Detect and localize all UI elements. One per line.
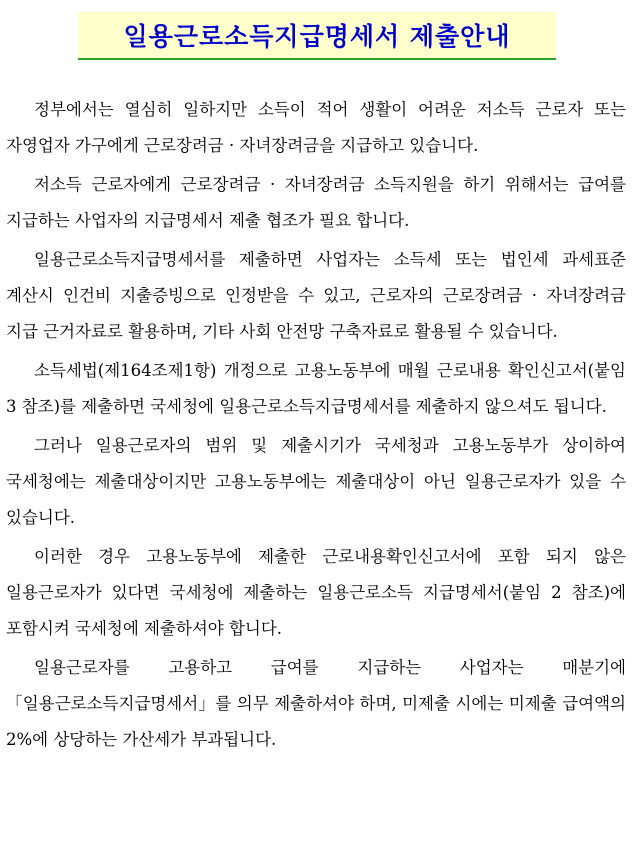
paragraph-2: 저소득 근로자에게 근로장려금 · 자녀장려금 소득지원을 하기 위해서는 급여를 지급하는 사업자의 지급명세서 제출 협조가 필요 합니다. — [6, 175, 626, 230]
paragraph-4: 소득세법(제164조제1항) 개정으로 고용노동부에 매월 근로내용 확인신고서(붙임 3 참조)를 제출하면 국세청에 일용근로소득지급명세서를 제출하지 않으셔도 됩니다. — [6, 361, 626, 416]
page-title: 일용근로소득지급명세서 제출안내 — [123, 22, 511, 51]
paragraph-3: 일용근로소득지급명세서를 제출하면 사업자는 소득세 또는 법인세 과세표준 계산시 인건비 지출증빙으로 인정받을 수 있고, 근로자의 근로장려금 · 자녀장려금 지급 근거자료로 활용하며, 기타 사회 안전망 구축자료로 활용될 수 있습니다. — [6, 250, 626, 341]
document-body — [6, 92, 626, 758]
paragraph-6: 이러한 경우 고용노동부에 제출한 근로내용확인신고서에 포함 되지 않은 일용근로자가 있다면 국세청에 제출하는 일용근로소득 지급명세서(붙임 2 참조)에 포함시켜 국세청에 제출하셔야 합니다. — [6, 547, 626, 638]
paragraph-1: 정부에서는 열심히 일하지만 소득이 적어 생활이 어려운 저소득 근로자 또는 자영업자 가구에게 근로장려금 · 자녀장려금을 지급하고 있습니다. — [6, 100, 626, 155]
paragraph-7: 일용근로자를 고용하고 급여를 지급하는 사업자는 매분기에 「일용근로소득지급명세서」를 의무 제출하셔야 하며, 미제출 시에는 미제출 급여액의 2%에 상당하는 가산세가 부과됩니다. — [6, 658, 626, 749]
title-banner — [78, 12, 556, 60]
paragraph-5: 그러나 일용근로자의 범위 및 제출시기가 국세청과 고용노동부가 상이하여 국세청에는 제출대상이지만 고용노동부에는 제출대상이 아닌 일용근로자가 있을 수 있습니다. — [6, 436, 626, 527]
